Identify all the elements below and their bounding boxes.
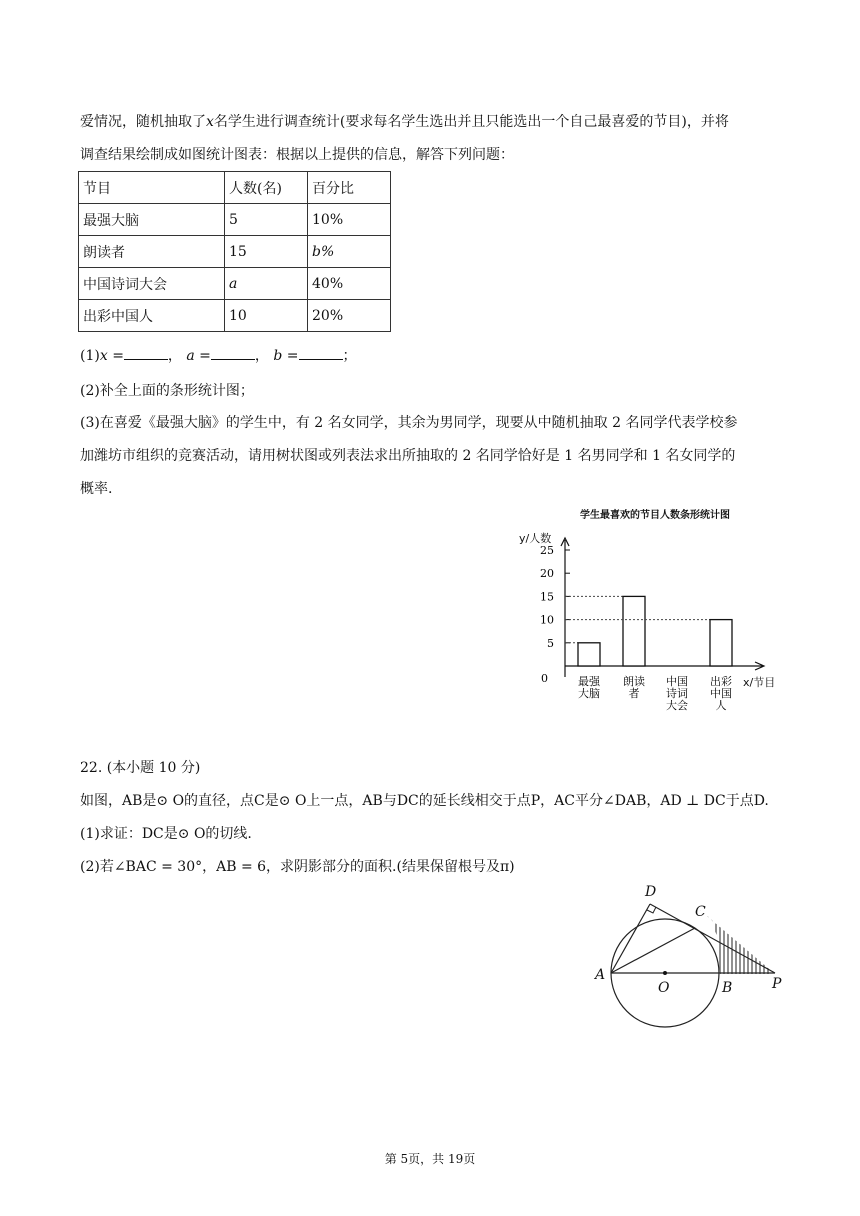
question-3-line-2: 加潍坊市组织的竞赛活动，请用树状图或列表法求出所抽取的 2 名同学恰好是 1 名男同学和 1 名女同学的: [80, 448, 736, 464]
q1-end: ；: [342, 348, 357, 364]
bar: [578, 643, 600, 666]
intro-text-b: 名学生进行调查统计(要求每名学生选出并且只能选出一个自己最喜爱的节目)，并将: [213, 114, 729, 130]
table-header-row: [79, 172, 391, 204]
table-cell: 朗读者: [79, 236, 225, 268]
q1-b-label: b =: [273, 348, 299, 364]
chart-x-axis-label: x/节目: [743, 676, 776, 689]
x-category-label: 中国: [666, 675, 688, 688]
q1-x-label: x =: [99, 348, 124, 364]
question-2: (2)补全上面的条形统计图；: [80, 383, 254, 399]
q1-x-blank: [124, 347, 168, 360]
table-row: [79, 268, 391, 300]
q1-a-label: a =: [186, 348, 211, 364]
table-row: [79, 300, 391, 332]
intro-line-1: [80, 112, 729, 132]
x-category-label: 中国: [710, 687, 732, 700]
intro-text-a: 爱情况，随机抽取了: [80, 114, 206, 130]
q22-part-1: (1)求证：DC是⊙ O的切线.: [80, 826, 252, 842]
table-cell: 15: [225, 236, 308, 268]
table-cell: b%: [308, 236, 391, 268]
x-category-label: 诗词: [666, 687, 688, 700]
table-header-cell: 节目: [79, 172, 225, 204]
table-cell: 10: [225, 300, 308, 332]
chart-title: 学生最喜欢的节目人数条形统计图: [580, 510, 730, 521]
bar-chart: [505, 500, 795, 725]
q1-prefix: (1): [80, 348, 100, 364]
y-tick-label: 10: [540, 613, 554, 627]
q1-sep-1: ，: [167, 348, 182, 364]
table-cell: 20%: [308, 300, 391, 332]
stats-table: [78, 171, 391, 332]
q22-header: 22. (本小题 10 分): [80, 760, 201, 776]
table-header-cell: 百分比: [308, 172, 391, 204]
question-3-line-1: (3)在喜爱《最强大脑》的学生中，有 2 名女同学，其余为男同学，现要从中随机抽取 2 名同学代表学校参: [80, 415, 738, 431]
page-footer: 第 5页，共 19页: [384, 1152, 476, 1166]
y-tick-label: 25: [540, 544, 554, 557]
question-1: [80, 346, 357, 366]
intro-line-2: 调查结果绘制成如图统计图表：根据以上提供的信息，解答下列问题：: [80, 147, 514, 163]
table-row: [79, 204, 391, 236]
chart-y-axis-label: y/人数: [519, 532, 552, 545]
point-label-b: B: [722, 980, 733, 996]
y-tick-label: 5: [547, 636, 554, 650]
x-category-label: 者: [628, 687, 640, 700]
x-category-label: 朗读: [623, 675, 645, 688]
geometry-figure: [590, 880, 790, 1030]
table-cell: 中国诗词大会: [79, 268, 225, 300]
line-dp: [650, 904, 775, 973]
q1-a-blank: [211, 347, 255, 360]
bar: [710, 620, 732, 666]
table-cell: 出彩中国人: [79, 300, 225, 332]
x-category-label: 大脑: [578, 687, 600, 700]
intro-var-x: x: [206, 114, 214, 130]
q1-sep-2: ，: [254, 348, 269, 364]
point-label-p: P: [772, 976, 782, 992]
x-category-label: 大会: [666, 699, 688, 712]
q1-b-blank: [299, 347, 343, 360]
q22-stem: 如图，AB是⊙ O的直径，点C是⊙ O上一点，AB与DC的延长线相交于点P，AC平分∠DAB，AD ⊥ DC于点D.: [80, 793, 769, 809]
point-label-c: C: [695, 904, 706, 920]
x-category-label: 最强: [578, 675, 600, 688]
table-cell: 5: [225, 204, 308, 236]
question-3-line-3: 概率.: [80, 481, 113, 497]
bar: [623, 596, 645, 666]
q22-part-2: (2)若∠BAC = 30°，AB = 6，求阴影部分的面积.(结果保留根号及π): [80, 859, 515, 875]
y-tick-label: 15: [540, 590, 554, 604]
table-cell: 最强大脑: [79, 204, 225, 236]
y-tick-label: 20: [540, 567, 554, 581]
y-tick-label: 0: [541, 672, 548, 685]
point-label-o: O: [658, 980, 670, 996]
point-label-a: A: [595, 967, 606, 983]
table-row: [79, 236, 391, 268]
table-header-cell: 人数(名): [225, 172, 308, 204]
table-cell: a: [225, 268, 308, 300]
x-category-label: 出彩: [710, 675, 732, 688]
x-category-label: 人: [715, 699, 727, 712]
table-cell: 10%: [308, 204, 391, 236]
center-point: [663, 971, 667, 975]
point-label-d: D: [645, 884, 657, 900]
table-cell: 40%: [308, 268, 391, 300]
